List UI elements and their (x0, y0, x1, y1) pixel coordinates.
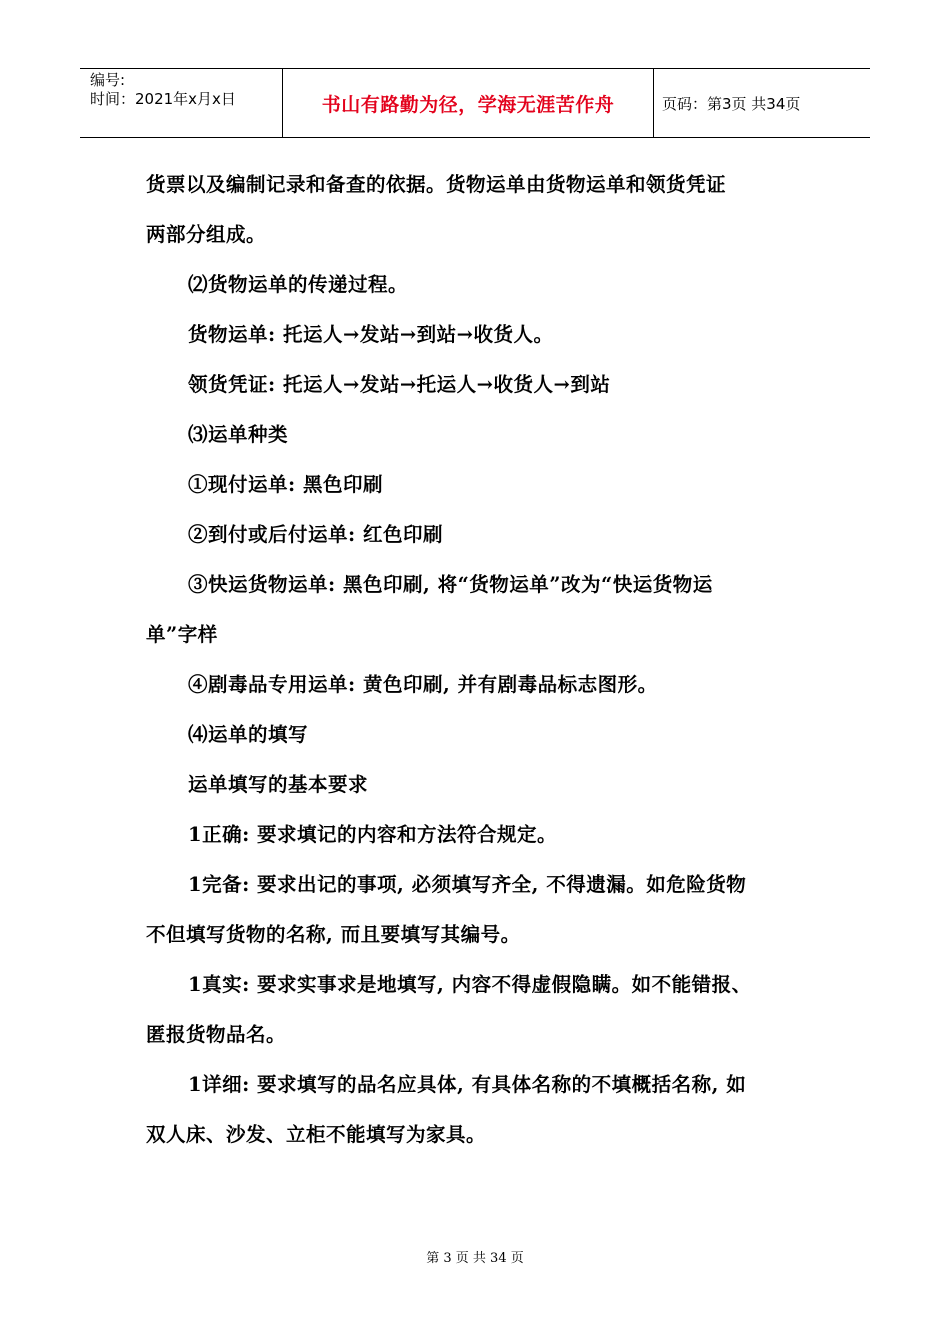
list-item: ④剧毒品专用运单: 黄色印刷, 并有剧毒品标志图形。 (188, 673, 658, 696)
motto-text: 书山有路勤为径，学海无涯苦作舟 (321, 93, 615, 116)
section-heading: ⑶运单种类 (188, 423, 289, 446)
section-heading: ⑷运单的填写 (188, 723, 309, 746)
header-motto-cell (282, 69, 654, 137)
list-item: 1完备: 要求出记的事项, 必须填写齐全, 不得遗漏。如危险货物 (188, 873, 747, 896)
document-header (80, 68, 870, 138)
list-item: ③快运货物运单: 黑色印刷, 将“货物运单”改为“快运货物运 (188, 573, 713, 596)
header-page-cell (654, 69, 870, 137)
paragraph-line: 货票以及编制记录和备查的依据。货物运单由货物运单和领货凭证 (146, 173, 727, 196)
footer-page-number: 第 3 页 共 34 页 (426, 1251, 524, 1266)
document-number-label: 编号: (90, 71, 126, 89)
list-item-continuation: 双人床、沙发、立柜不能填写为家具。 (146, 1123, 487, 1146)
document-date: 时间：2021年x月x日 (90, 90, 236, 108)
list-item: 1详细: 要求填写的品名应具体, 有具体名称的不填概括名称, 如 (188, 1073, 747, 1096)
paragraph-line: 领货凭证: 托运人→发站→托运人→收货人→到站 (188, 373, 611, 396)
list-item-continuation: 匿报货物品名。 (146, 1023, 287, 1046)
page-footer (0, 1247, 950, 1266)
list-item: ②到付或后付运单: 红色印刷 (188, 523, 443, 546)
header-page-info: 页码：第3页 共34页 (662, 94, 801, 113)
section-heading: ⑵货物运单的传递过程。 (188, 273, 409, 296)
paragraph-line: 两部分组成。 (146, 223, 267, 246)
list-item: 1正确: 要求填记的内容和方法符合规定。 (188, 823, 558, 846)
list-item: ①现付运单: 黑色印刷 (188, 473, 383, 496)
document-body (146, 165, 806, 1165)
list-item-continuation: 单”字样 (146, 623, 218, 646)
paragraph-line: 运单填写的基本要求 (188, 773, 369, 796)
paragraph-line: 货物运单: 托运人→发站→到站→收货人。 (188, 323, 554, 346)
header-meta (80, 69, 282, 137)
list-item: 1真实: 要求实事求是地填写, 内容不得虚假隐瞒。如不能错报、 (188, 973, 752, 996)
list-item-continuation: 不但填写货物的名称, 而且要填写其编号。 (146, 923, 521, 946)
